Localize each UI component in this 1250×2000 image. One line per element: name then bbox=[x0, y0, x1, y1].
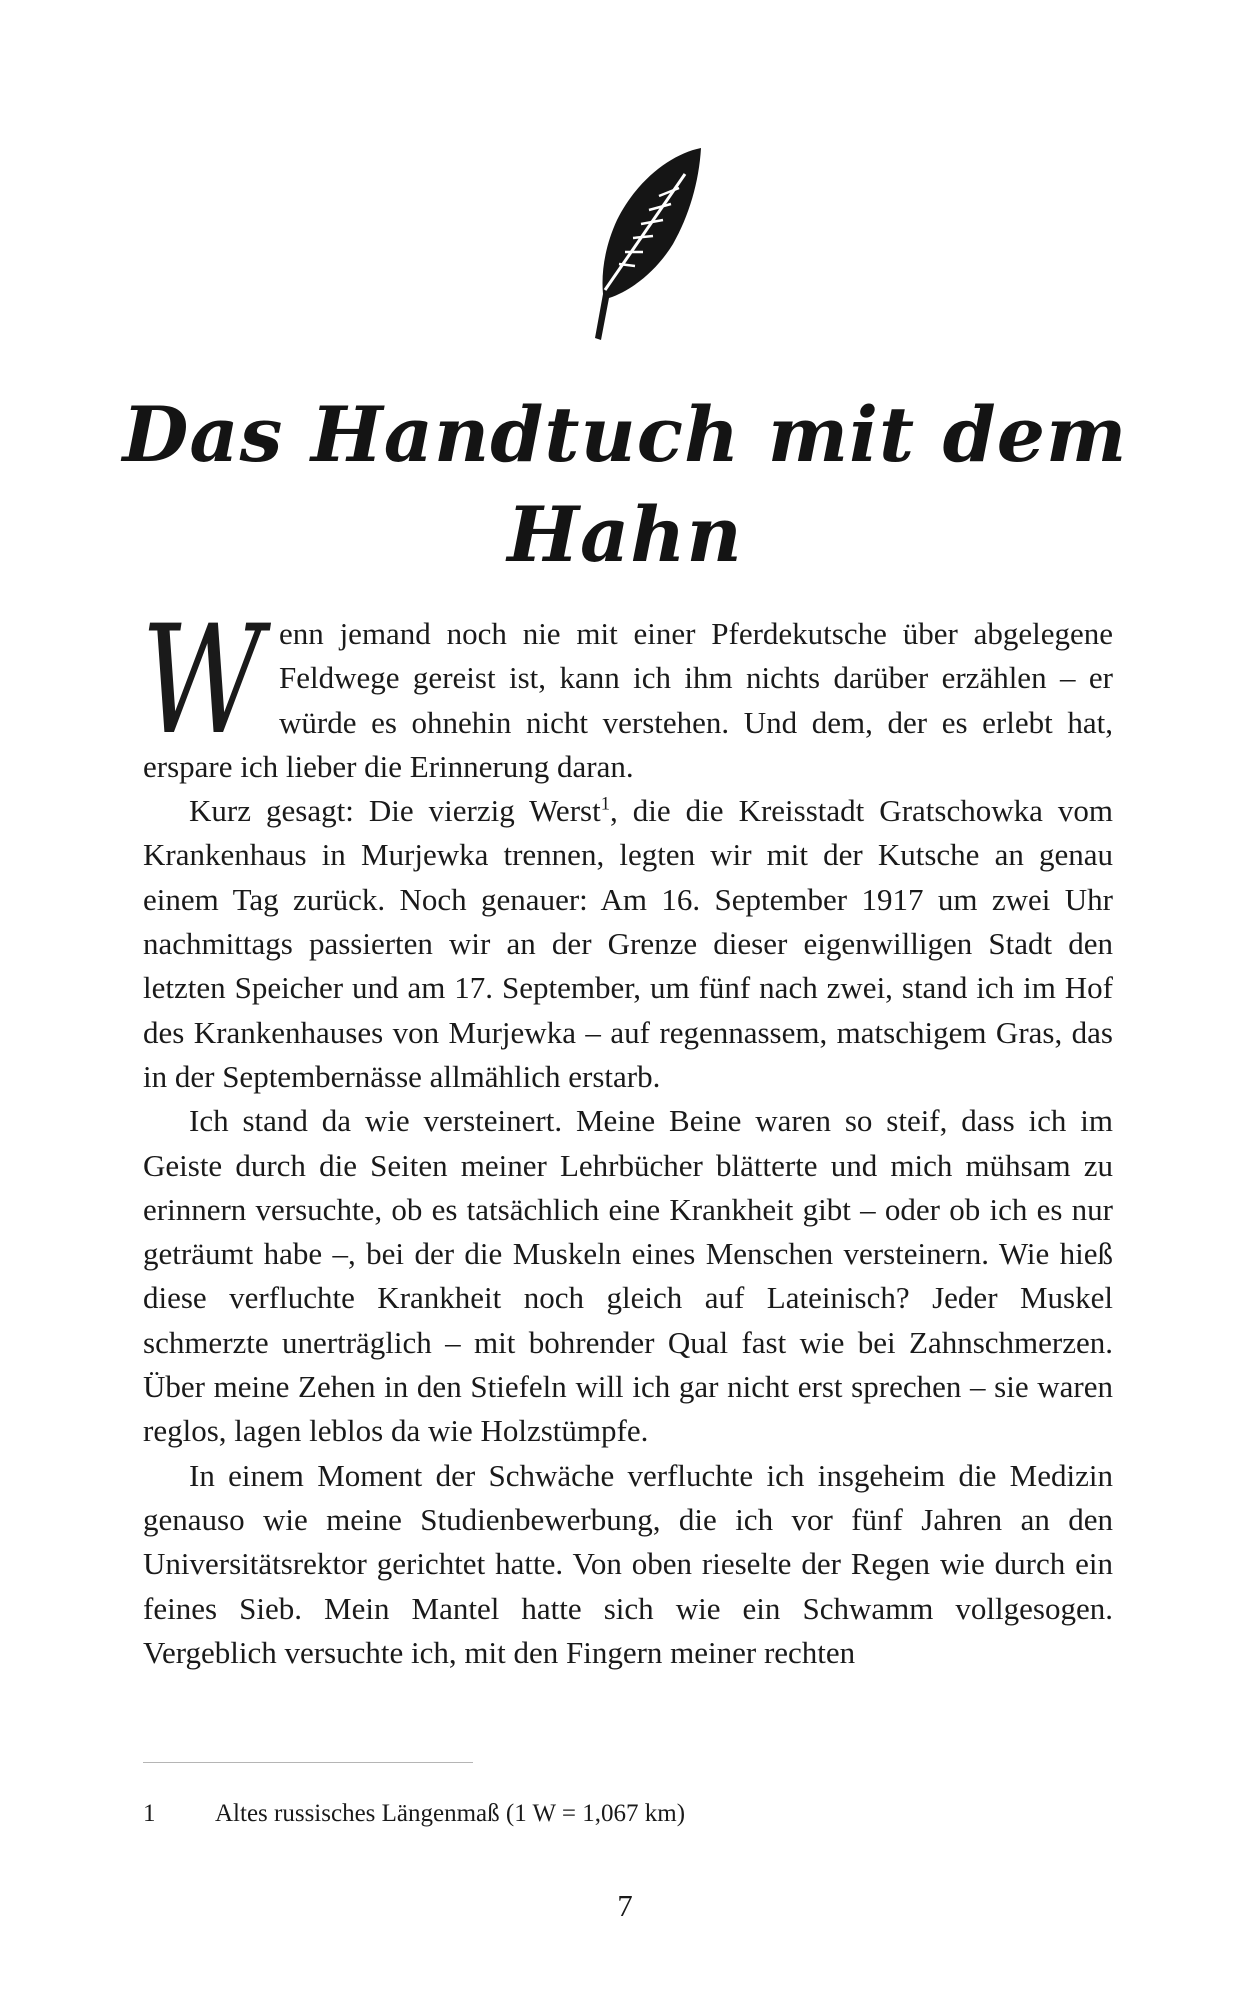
footnote-number: 1 bbox=[143, 1800, 156, 1827]
paragraph-1 bbox=[141, 594, 1113, 789]
footnote-reference[interactable]: 1 bbox=[600, 793, 610, 815]
paragraph-4: In einem Moment der Schwäche verfluchte ich insgeheim die Medizin genauso wie meine Studienbewerbung, die ich vor fünf Jahren an den Universitätsrektor gerichtet hatte. Von oben rieselte der Regen wie durch ein feines Sieb. Mein Mantel hatte sich wie ein Schwamm vollgesogen. Vergeblich versuchte ich, mit den Fingern meiner rechten bbox=[143, 1457, 1113, 1670]
page-number: 7 bbox=[617, 1888, 633, 1923]
footnote-text: Altes russisches Längenmaß (1 W = 1,067 km) bbox=[215, 1800, 686, 1827]
body-text bbox=[141, 594, 1113, 1675]
paragraph-2: Kurz gesagt: Die vierzig Werst$^1$, die die Kreisstadt Gratschowka vom Krankenhaus in Murjewka trennen, legten wir mit der Kutsche an genau einem Tag zurück. Noch genauer: Am 16. September 1917 um zwei Uhr nachmittags passierten wir an der Grenze dieser eigenwilligen Stadt den letzten Speicher und am 17. September, um fünf nach zwei, stand ich im Hof des Krankenhauses von Murjewka – auf regennassem, matschigem Gras, das in der Septembernässe allmählich erstarb. bbox=[143, 793, 1113, 1094]
footnote-divider bbox=[143, 1762, 473, 1763]
feather-quill-icon bbox=[575, 140, 715, 350]
paragraph-3: Ich stand da wie versteinert. Meine Beine waren so steif, dass ich im Geiste durch die Seiten meiner Lehrbücher blätterte und mich mühsam zu erinnern versuchte, ob es tatsächlich eine Krankheit gibt – oder ob ich es nur geträumt habe –, bei der die Muskeln eines Menschen versteinern. Wie hieß diese verfluchte Krankheit noch gleich auf Lateinisch? Jeder Muskel schmerzte unerträglich – mit bohrender Qual fast wie bei Zahnschmerzen. Über meine Zehen in den Stiefeln will ich gar nicht erst sprechen – sie waren reglos, lagen leblos da wie Holzstümpfe. bbox=[143, 1103, 1113, 1449]
footnote bbox=[143, 1797, 1113, 1831]
dropcap-letter bbox=[139, 594, 272, 768]
chapter-title: Das Handtuch mit dem Hahn bbox=[122, 390, 1128, 579]
svg-text:W: W bbox=[141, 594, 272, 768]
paragraph-1-text: enn jemand noch nie mit einer Pferdekutsche über abgelegene Feldwege gereist ist, kann ich ihm nichts darüber erzählen – er würde es ohnehin nicht verstehen. Und dem, der es erlebt hat, erspare ich lieber die Erinnerung daran. bbox=[143, 616, 1113, 784]
